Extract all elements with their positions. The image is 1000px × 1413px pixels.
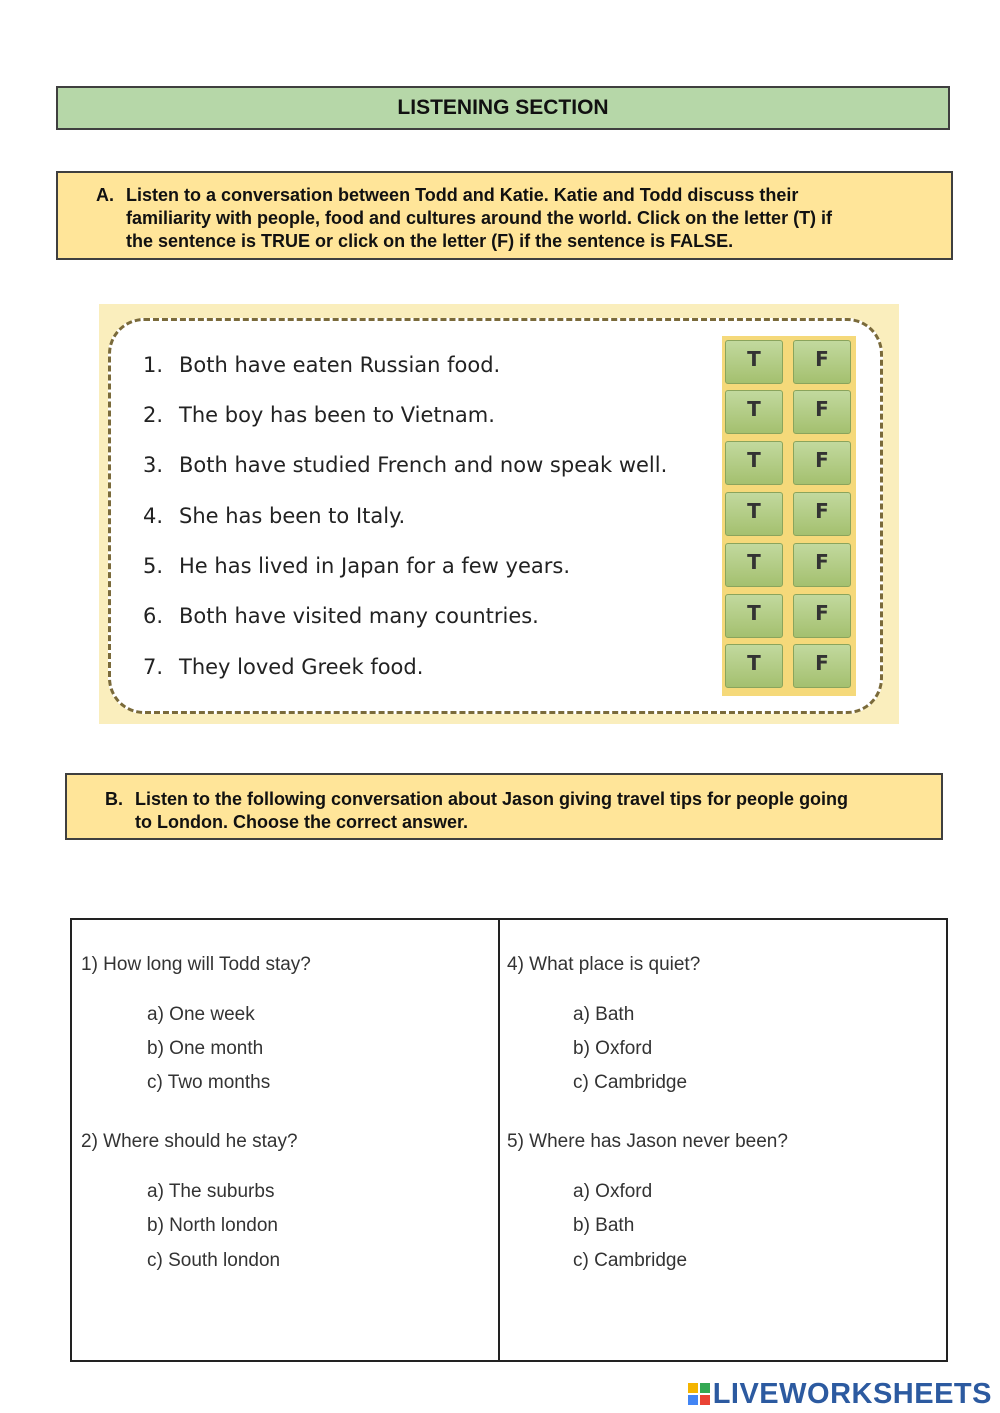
statement-text: Both have visited many countries. [179,604,539,628]
statement-1 [143,346,500,384]
true-button-4[interactable]: T [725,492,783,536]
instruction-line: Listen to a conversation between Todd and Katie. Katie and Todd discuss their [126,185,799,205]
logo-square [688,1383,698,1393]
question-2: 2) Where should he stay? [81,1131,298,1152]
part-b-letter: B. [105,789,123,809]
false-button-2[interactable]: F [793,390,851,434]
answer-option[interactable]: c) Cambridge [573,1250,688,1271]
table-divider [498,918,500,1362]
part-b-instructions [65,773,943,840]
answer-option[interactable]: b) Bath [573,1215,635,1236]
answer-option[interactable]: b) One month [147,1038,264,1059]
statement-text: Both have eaten Russian food. [179,353,501,377]
statement-3 [143,446,667,484]
true-button-6[interactable]: T [725,594,783,638]
answer-option[interactable]: b) Oxford [573,1038,653,1059]
logo-square [688,1395,698,1405]
question-5: 5) Where has Jason never been? [507,1131,788,1152]
statement-4 [143,497,405,535]
true-button-3[interactable]: T [725,441,783,485]
true-button-2[interactable]: T [725,390,783,434]
statement-text: They loved Greek food. [179,655,424,679]
false-button-6[interactable]: F [793,594,851,638]
instruction-line: Listen to the following conversation about Jason giving travel tips for people going [135,789,849,809]
instruction-line: familiarity with people, food and cultures around the world. Click on the letter (T) if [126,208,833,228]
logo-square [700,1383,710,1393]
answer-option[interactable]: c) South london [147,1250,281,1271]
logo-text: LIVEWORKSHEETS [712,1377,992,1410]
false-button-7[interactable]: F [793,644,851,688]
part-a-instructions [56,171,953,260]
part-a-letter: A. [96,185,114,205]
statement-5 [143,547,570,585]
instruction-line: the sentence is TRUE or click on the letter (F) if the sentence is FALSE. [126,231,734,251]
statement-text: The boy has been to Vietnam. [179,403,495,427]
instruction-line: to London. Choose the correct answer. [135,812,469,832]
question-1: 1) How long will Todd stay? [81,954,311,975]
true-button-7[interactable]: T [725,644,783,688]
true-button-1[interactable]: T [725,340,783,384]
statement-number: 6. [143,604,164,628]
statement-number: 3. [143,453,164,477]
section-title: LISTENING SECTION [56,86,950,130]
statement-number: 4. [143,504,164,528]
statement-number: 7. [143,655,164,679]
answer-option[interactable]: c) Two months [147,1072,271,1093]
answer-option[interactable]: a) The suburbs [147,1181,275,1202]
false-button-3[interactable]: F [793,441,851,485]
statement-text: Both have studied French and now speak well. [179,453,668,477]
false-button-4[interactable]: F [793,492,851,536]
statement-text: He has lived in Japan for a few years. [179,554,570,578]
statement-number: 5. [143,554,164,578]
statement-text: She has been to Italy. [179,504,406,528]
logo-square [700,1395,710,1405]
logo-mark-icon [688,1383,710,1405]
false-button-5[interactable]: F [793,543,851,587]
answer-option[interactable]: a) Oxford [573,1181,653,1202]
statement-number: 2. [143,403,164,427]
true-button-5[interactable]: T [725,543,783,587]
statement-6 [143,597,539,635]
answer-option[interactable]: c) Cambridge [573,1072,688,1093]
answer-option[interactable]: a) Bath [573,1004,635,1025]
answer-option[interactable]: a) One week [147,1004,255,1025]
false-button-1[interactable]: F [793,340,851,384]
statement-2 [143,396,495,434]
statement-7 [143,648,423,686]
statement-number: 1. [143,353,164,377]
answer-option[interactable]: b) North london [147,1215,278,1236]
liveworksheets-logo [688,1376,992,1412]
question-4: 4) What place is quiet? [507,954,701,975]
